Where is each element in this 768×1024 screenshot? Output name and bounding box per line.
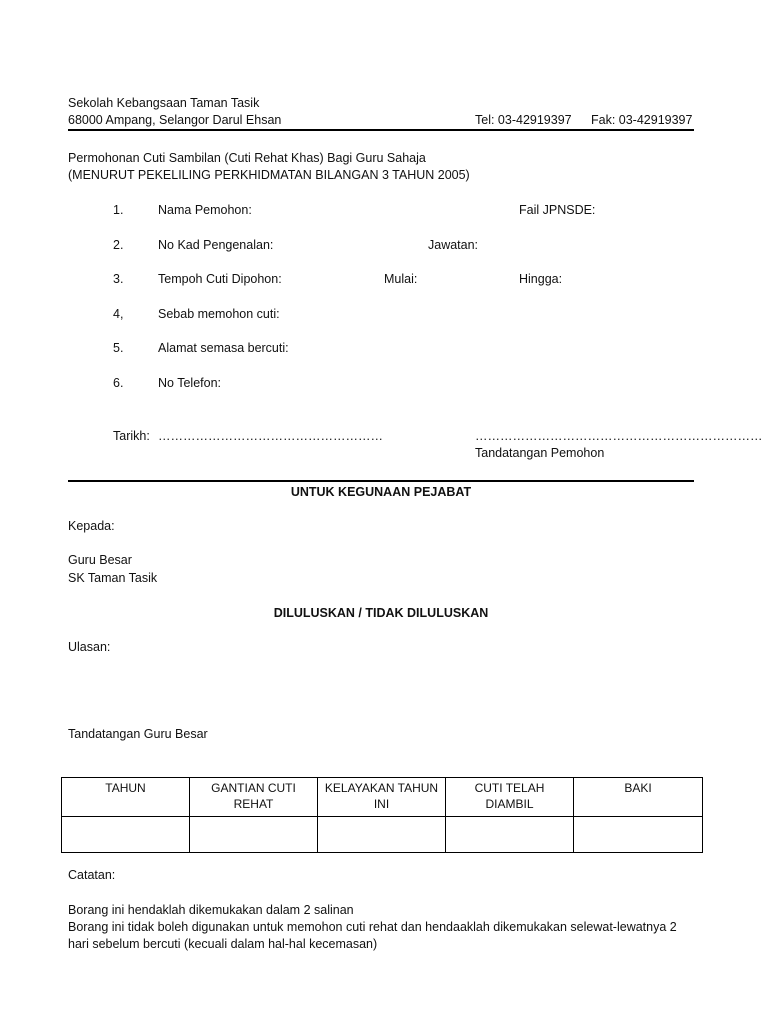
header-leave-taken bbox=[446, 778, 574, 817]
file-jpnsde-label: Fail JPNSDE: bbox=[519, 203, 596, 217]
signature-dots: …………………………………………………………… bbox=[475, 429, 763, 443]
notes-label: Catatan: bbox=[68, 868, 116, 882]
leave-address-label: Alamat semasa bercuti: bbox=[158, 341, 289, 355]
header-text: DIAMBIL bbox=[485, 797, 534, 811]
item-number: 5. bbox=[113, 341, 124, 355]
note-line-1: Borang ini hendaklah dikemukakan dalam 2 salinan bbox=[68, 903, 354, 917]
cell-replacement-leave bbox=[190, 817, 318, 853]
table-header-row bbox=[62, 778, 703, 817]
header-text: KELAYAKAN TAHUN bbox=[324, 781, 439, 795]
form-subtitle: (MENURUT PEKELILING PERKHIDMATAN BILANGAN 3 TAHUN 2005) bbox=[68, 168, 470, 182]
fax-number: Fak: 03-42919397 bbox=[591, 113, 693, 127]
item-number: 6. bbox=[113, 376, 124, 390]
leave-period-label: Tempoh Cuti Dipohon: bbox=[158, 272, 282, 286]
date-dots: ……………………………………………… bbox=[158, 429, 383, 443]
header-entitlement bbox=[318, 778, 446, 817]
name-label: Nama Pemohon: bbox=[158, 203, 252, 217]
ic-number-label: No Kad Pengenalan: bbox=[158, 238, 274, 252]
position-label: Jawatan: bbox=[428, 238, 479, 252]
office-use-heading: UNTUK KEGUNAAN PEJABAT bbox=[290, 485, 472, 499]
phone-label: No Telefon: bbox=[158, 376, 222, 390]
leave-record-table bbox=[61, 777, 703, 853]
item-number: 1. bbox=[113, 203, 124, 217]
headmaster-signature-label: Tandatangan Guru Besar bbox=[68, 727, 208, 741]
applicant-signature-label: Tandatangan Pemohon bbox=[475, 446, 605, 460]
cell-year bbox=[62, 817, 190, 853]
header-text: INI bbox=[373, 797, 390, 811]
item-number: 3. bbox=[113, 272, 124, 286]
note-line-3: hari sebelum bercuti (kecuali dalam hal-hal kecemasan) bbox=[68, 937, 378, 951]
table-row bbox=[62, 817, 703, 853]
cell-balance bbox=[574, 817, 703, 853]
item-number: 4, bbox=[113, 307, 124, 321]
recipient-school: SK Taman Tasik bbox=[68, 571, 158, 585]
note-line-2: Borang ini tidak boleh digunakan untuk memohon cuti rehat dan hendaaklah dikemukakan selewat-lewatnya 2 bbox=[68, 920, 677, 934]
start-label: Mulai: bbox=[384, 272, 418, 286]
header-text: GANTIAN CUTI bbox=[211, 781, 296, 795]
cell-entitlement bbox=[318, 817, 446, 853]
school-name: Sekolah Kebangsaan Taman Tasik bbox=[68, 96, 260, 110]
header-text: CUTI TELAH bbox=[474, 781, 545, 795]
end-label: Hingga: bbox=[519, 272, 563, 286]
cell-leave-taken bbox=[446, 817, 574, 853]
remarks-label: Ulasan: bbox=[68, 640, 111, 654]
item-number: 2. bbox=[113, 238, 124, 252]
reason-label: Sebab memohon cuti: bbox=[158, 307, 280, 321]
tel-number: Tel: 03-42919397 bbox=[475, 113, 572, 127]
form-title: Permohonan Cuti Sambilan (Cuti Rehat Khas) Bagi Guru Sahaja bbox=[68, 151, 426, 165]
school-address: 68000 Ampang, Selangor Darul Ehsan bbox=[68, 113, 282, 127]
header-text: BAKI bbox=[624, 781, 652, 795]
header-divider bbox=[68, 129, 694, 131]
header-replacement-leave bbox=[190, 778, 318, 817]
header-text: TAHUN bbox=[105, 781, 146, 795]
header-balance bbox=[574, 778, 703, 817]
to-label: Kepada: bbox=[68, 519, 115, 533]
header-text: REHAT bbox=[233, 797, 274, 811]
header-year bbox=[62, 778, 190, 817]
recipient-title: Guru Besar bbox=[68, 553, 132, 567]
date-label: Tarikh: bbox=[113, 429, 150, 443]
office-divider bbox=[68, 480, 694, 482]
approval-decision: DILULUSKAN / TIDAK DILULUSKAN bbox=[273, 606, 489, 620]
